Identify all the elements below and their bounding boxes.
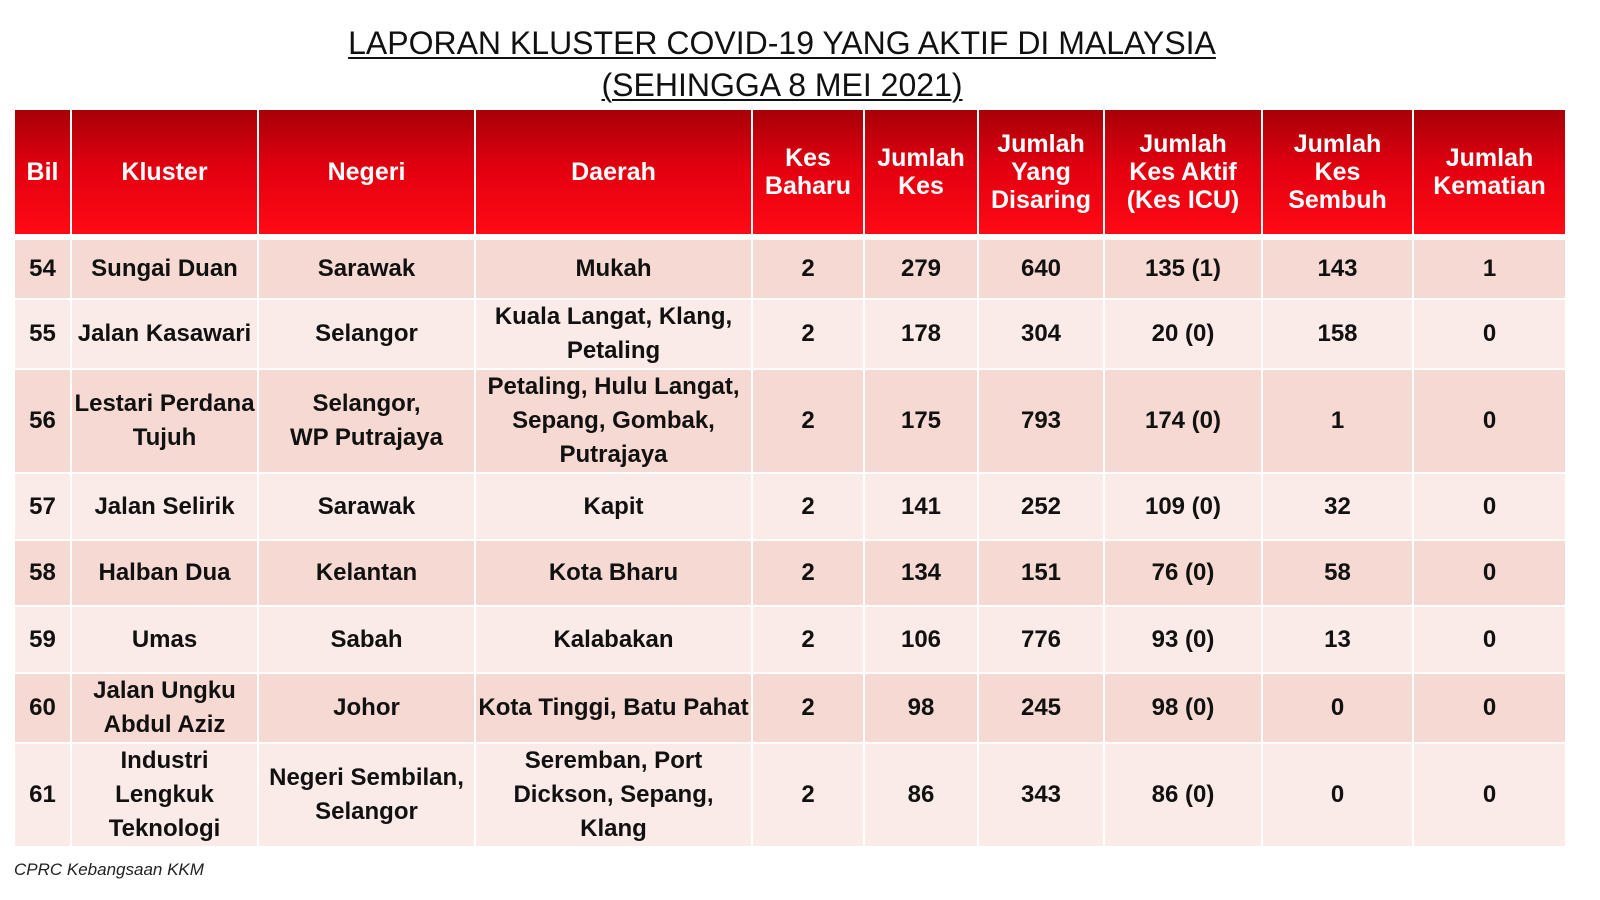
cell-kluster: Halban Dua bbox=[70, 539, 257, 605]
cell-kluster: Umas bbox=[70, 605, 257, 672]
cell-kluster: Sungai Duan bbox=[70, 234, 257, 298]
cell-disaring: 151 bbox=[977, 539, 1103, 605]
cell-daerah: Kapit bbox=[474, 472, 751, 539]
header-jumlah-kes: Jumlah Kes bbox=[863, 110, 977, 234]
cell-kes-sembuh: 0 bbox=[1261, 742, 1412, 846]
cell-jumlah-kes: 178 bbox=[863, 298, 977, 368]
cell-kes-baharu: 2 bbox=[751, 742, 863, 846]
cell-disaring: 793 bbox=[977, 368, 1103, 472]
report-title-line1: LAPORAN KLUSTER COVID-19 YANG AKTIF DI MALAYSIA bbox=[348, 25, 1216, 61]
cell-negeri: Selangor, WP Putrajaya bbox=[257, 368, 474, 472]
cell-bil: 54 bbox=[15, 234, 70, 298]
cell-kluster: Jalan Kasawari bbox=[70, 298, 257, 368]
cell-kematian: 0 bbox=[1412, 472, 1565, 539]
cell-daerah: Kuala Langat, Klang, Petaling bbox=[474, 298, 751, 368]
cell-kes-baharu: 2 bbox=[751, 472, 863, 539]
header-kes-aktif: Jumlah Kes Aktif (Kes ICU) bbox=[1103, 110, 1261, 234]
cell-negeri: Sarawak bbox=[257, 234, 474, 298]
table-row bbox=[15, 472, 1565, 539]
cell-disaring: 640 bbox=[977, 234, 1103, 298]
cell-kes-baharu: 2 bbox=[751, 605, 863, 672]
report-title bbox=[0, 22, 1564, 106]
cell-kematian: 0 bbox=[1412, 539, 1565, 605]
cell-daerah: Kota Bharu bbox=[474, 539, 751, 605]
cell-bil: 55 bbox=[15, 298, 70, 368]
cell-kematian: 0 bbox=[1412, 368, 1565, 472]
cell-negeri: Selangor bbox=[257, 298, 474, 368]
cell-kes-aktif: 20 (0) bbox=[1103, 298, 1261, 368]
cell-kes-sembuh: 13 bbox=[1261, 605, 1412, 672]
cell-kes-baharu: 2 bbox=[751, 539, 863, 605]
cell-jumlah-kes: 141 bbox=[863, 472, 977, 539]
header-negeri: Negeri bbox=[257, 110, 474, 234]
cell-kes-aktif: 109 (0) bbox=[1103, 472, 1261, 539]
cell-negeri: Sabah bbox=[257, 605, 474, 672]
table-row bbox=[15, 539, 1565, 605]
table-row bbox=[15, 234, 1565, 298]
cell-negeri: Negeri Sembilan, Selangor bbox=[257, 742, 474, 846]
cell-disaring: 304 bbox=[977, 298, 1103, 368]
cell-kes-sembuh: 58 bbox=[1261, 539, 1412, 605]
source-footer: CPRC Kebangsaan KKM bbox=[14, 860, 204, 879]
cell-jumlah-kes: 175 bbox=[863, 368, 977, 472]
table-row bbox=[15, 298, 1565, 368]
cell-kes-sembuh: 32 bbox=[1261, 472, 1412, 539]
header-kes-baharu: Kes Baharu bbox=[751, 110, 863, 234]
header-jumlah-disaring: Jumlah Yang Disaring bbox=[977, 110, 1103, 234]
cell-kluster: Lestari Perdana Tujuh bbox=[70, 368, 257, 472]
cell-daerah: Seremban, Port Dickson, Sepang, Klang bbox=[474, 742, 751, 846]
cell-bil: 59 bbox=[15, 605, 70, 672]
cell-kes-sembuh: 1 bbox=[1261, 368, 1412, 472]
header-kes-sembuh: Jumlah Kes Sembuh bbox=[1261, 110, 1412, 234]
cell-kes-aktif: 135 (1) bbox=[1103, 234, 1261, 298]
cell-kes-baharu: 2 bbox=[751, 298, 863, 368]
cell-jumlah-kes: 106 bbox=[863, 605, 977, 672]
cell-bil: 61 bbox=[15, 742, 70, 846]
cell-bil: 60 bbox=[15, 672, 70, 742]
cell-daerah: Petaling, Hulu Langat, Sepang, Gombak, Putrajaya bbox=[474, 368, 751, 472]
cell-kematian: 0 bbox=[1412, 298, 1565, 368]
cell-disaring: 776 bbox=[977, 605, 1103, 672]
cell-jumlah-kes: 98 bbox=[863, 672, 977, 742]
cell-kluster: Jalan Selirik bbox=[70, 472, 257, 539]
cell-negeri: Sarawak bbox=[257, 472, 474, 539]
cluster-table bbox=[15, 110, 1565, 846]
cell-kes-sembuh: 143 bbox=[1261, 234, 1412, 298]
cell-disaring: 343 bbox=[977, 742, 1103, 846]
cell-kes-sembuh: 158 bbox=[1261, 298, 1412, 368]
table-row bbox=[15, 672, 1565, 742]
cell-disaring: 245 bbox=[977, 672, 1103, 742]
cell-jumlah-kes: 134 bbox=[863, 539, 977, 605]
cell-disaring: 252 bbox=[977, 472, 1103, 539]
cell-jumlah-kes: 86 bbox=[863, 742, 977, 846]
cell-kes-aktif: 98 (0) bbox=[1103, 672, 1261, 742]
report-title-line2: (SEHINGGA 8 MEI 2021) bbox=[601, 67, 963, 103]
header-daerah: Daerah bbox=[474, 110, 751, 234]
table-row bbox=[15, 368, 1565, 472]
cell-bil: 56 bbox=[15, 368, 70, 472]
cell-daerah: Kalabakan bbox=[474, 605, 751, 672]
cell-negeri: Johor bbox=[257, 672, 474, 742]
cell-kematian: 1 bbox=[1412, 234, 1565, 298]
header-bil: Bil bbox=[15, 110, 70, 234]
cell-kes-aktif: 93 (0) bbox=[1103, 605, 1261, 672]
cell-bil: 57 bbox=[15, 472, 70, 539]
cell-kluster: Jalan Ungku Abdul Aziz bbox=[70, 672, 257, 742]
cell-jumlah-kes: 279 bbox=[863, 234, 977, 298]
cell-daerah: Kota Tinggi, Batu Pahat bbox=[474, 672, 751, 742]
cell-kes-aktif: 76 (0) bbox=[1103, 539, 1261, 605]
cell-kematian: 0 bbox=[1412, 742, 1565, 846]
header-kluster: Kluster bbox=[70, 110, 257, 234]
table-row bbox=[15, 605, 1565, 672]
header-kematian: Jumlah Kematian bbox=[1412, 110, 1565, 234]
cell-kes-baharu: 2 bbox=[751, 672, 863, 742]
cell-bil: 58 bbox=[15, 539, 70, 605]
cell-kluster: Industri Lengkuk Teknologi bbox=[70, 742, 257, 846]
header-row bbox=[15, 110, 1565, 234]
cell-kematian: 0 bbox=[1412, 672, 1565, 742]
cell-kes-aktif: 174 (0) bbox=[1103, 368, 1261, 472]
cell-kes-baharu: 2 bbox=[751, 234, 863, 298]
cell-kes-sembuh: 0 bbox=[1261, 672, 1412, 742]
cell-kes-aktif: 86 (0) bbox=[1103, 742, 1261, 846]
table-row bbox=[15, 742, 1565, 846]
cell-negeri: Kelantan bbox=[257, 539, 474, 605]
cell-kematian: 0 bbox=[1412, 605, 1565, 672]
cell-daerah: Mukah bbox=[474, 234, 751, 298]
cell-kes-baharu: 2 bbox=[751, 368, 863, 472]
